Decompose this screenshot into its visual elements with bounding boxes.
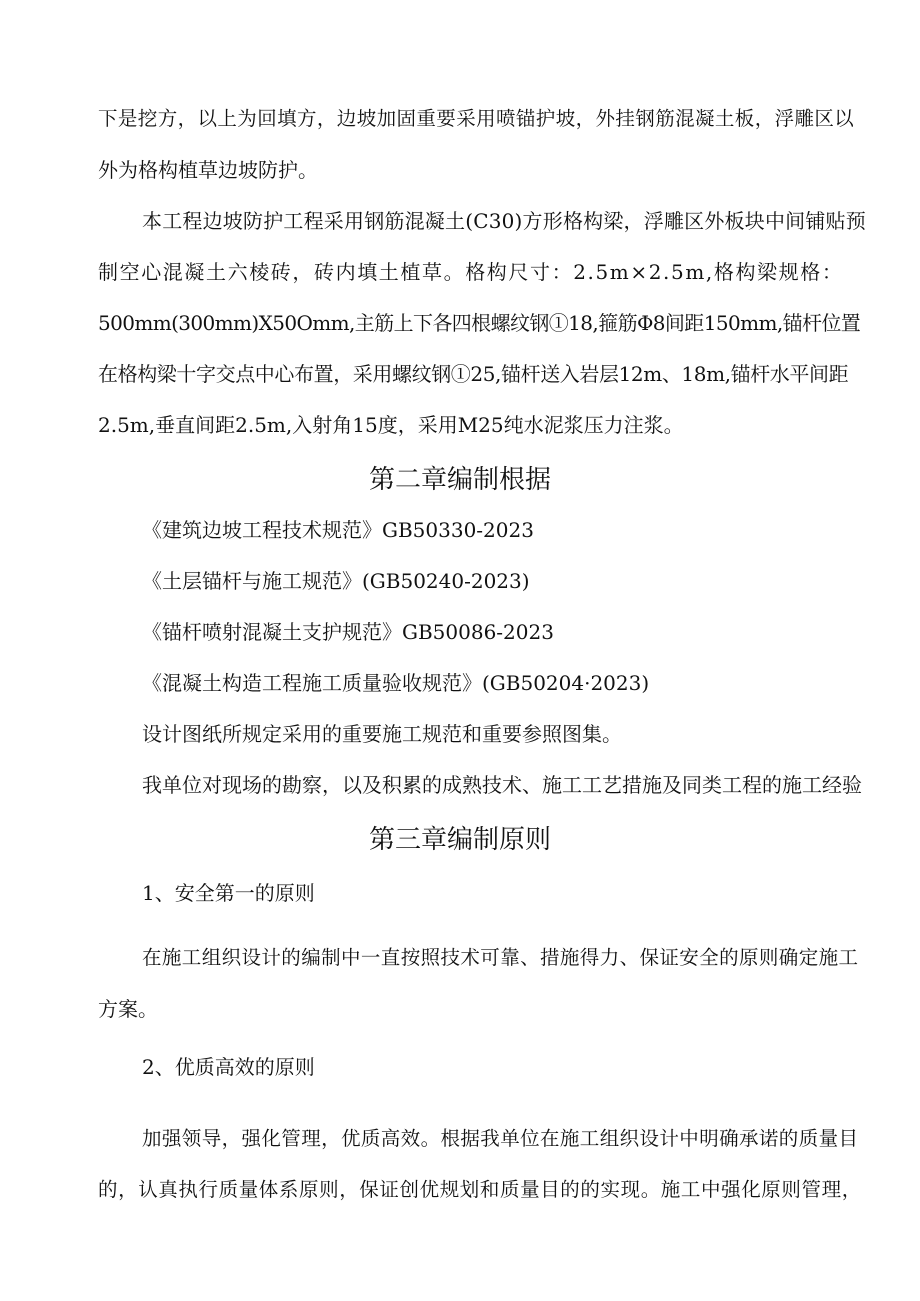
chapter2-item-2: 《土层锚杆与施工规范》(GB50240-2023) [142, 569, 530, 593]
intro-para2-line3: 500mm(300mm)X50Omm,主筋上下各四根螺纹钢①18,箍筋Φ8间距150mm,锚杆位置 [98, 311, 861, 335]
chapter2-title: 第二章编制根据 [368, 465, 551, 495]
chapter2-item-1: 《建筑边坡工程技术规范》GB50330-2023 [142, 518, 534, 542]
principle1-body-line2: 方案。 [98, 997, 158, 1021]
chapter2-item-3: 《锚杆喷射混凝土支护规范》GB50086-2023 [142, 620, 554, 644]
principle1-body-line1: 在施工组织设计的编制中一直按照技术可靠、措施得力、保证安全的原则确定施工 [142, 946, 859, 969]
principle2-body-line2: 的，认真执行质量体系原则，保证创优规划和质量目的的实现。施工中强化原则管理， [98, 1178, 862, 1201]
chapter2-item-5: 设计图纸所规定采用的重要施工规范和重要参照图集。 [142, 722, 622, 746]
intro-para2-line4: 在格构梁十字交点中心布置，采用螺纹钢①25,锚杆送入岩层12m、18m,锚杆水平间距 [98, 362, 849, 386]
chapter2-item-6: 我单位对现场的勘察，以及积累的成熟技术、施工工艺措施及同类工程的施工经验 [142, 773, 862, 797]
intro-para1-line2: 外为格构植草边坡防护。 [98, 158, 318, 182]
chapter3-title: 第三章编制原则 [368, 825, 551, 855]
principle2-body-line1: 加强领导，强化管理，优质高效。根据我单位在施工组织设计中明确承诺的质量目 [142, 1127, 859, 1150]
intro-para2-line1: 本工程边坡防护工程采用钢筋混凝土(C30)方形格构梁，浮雕区外板块中间铺贴预 [142, 209, 866, 233]
principle1-heading: 1、安全第一的原则 [142, 881, 315, 905]
principle2-heading: 2、优质高效的原则 [142, 1055, 315, 1079]
intro-para2-line2: 制空心混凝土六棱砖，砖内填土植草。格构尺寸：2.5m×2.5m,格构梁规格： [98, 260, 844, 284]
chapter2-item-4: 《混凝土构造工程施工质量验收规范》(GB50204·2023) [142, 671, 650, 695]
intro-para2-line5: 2.5m,垂直间距2.5m,入射角15度，采用M25纯水泥浆压力注浆。 [98, 413, 684, 437]
intro-para1-line1: 下是挖方，以上为回填方，边坡加固重要采用喷锚护坡，外挂钢筋混凝土板，浮雕区以 [98, 107, 855, 130]
